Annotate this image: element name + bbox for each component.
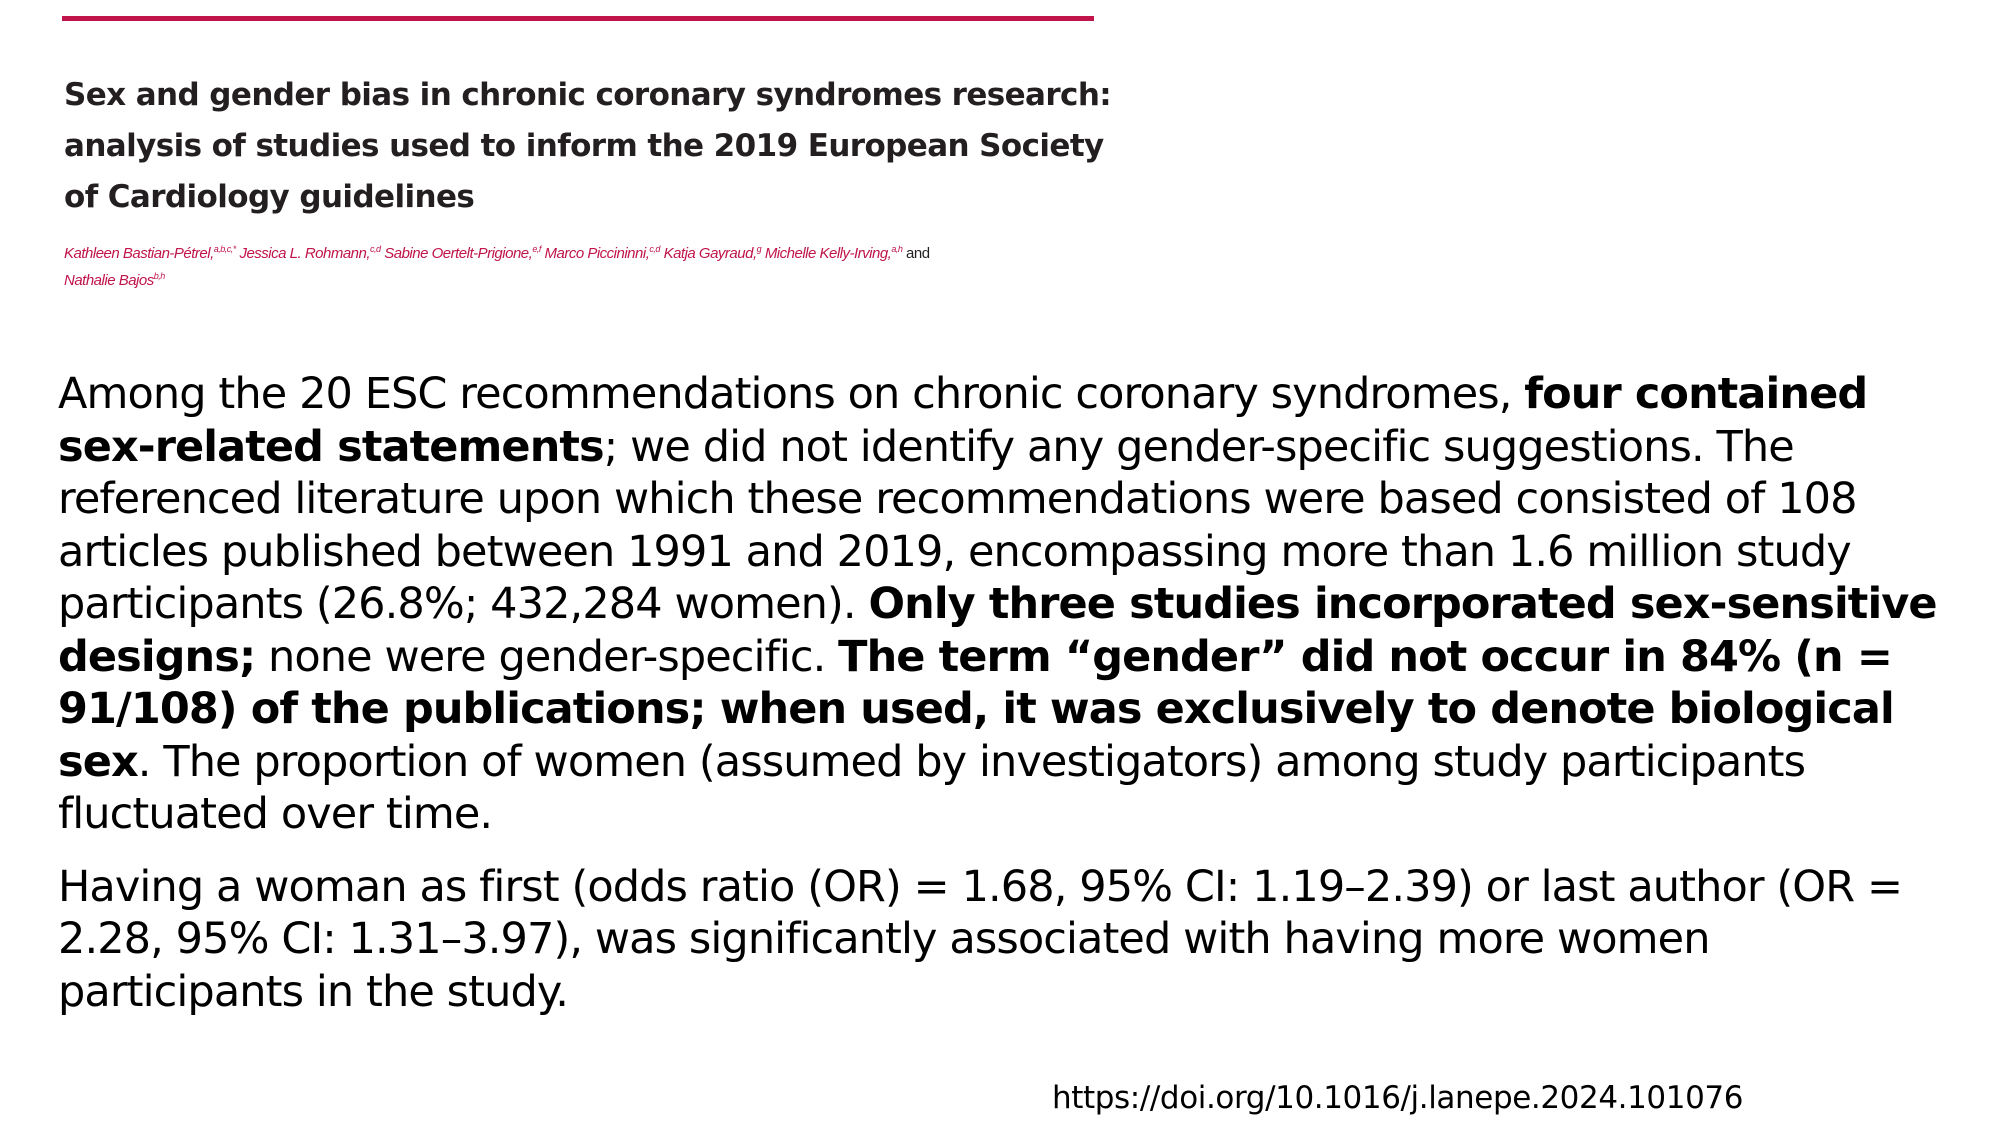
- author-affiliation: a,h: [891, 244, 903, 254]
- author-name: Katja Gayraud,: [663, 245, 757, 262]
- summary-segment: Among the 20 ESC recommendations on chronic coronary syndromes,: [58, 369, 1525, 419]
- summary-paragraph-1: [58, 368, 1958, 841]
- summary-highlight: four contained sex-related statements: [58, 369, 1868, 472]
- author-name: Nathalie Bajos: [64, 272, 154, 289]
- summary-text: [58, 368, 1958, 1018]
- summary-highlight: Only three studies incorporated sex-sensitive designs;: [58, 579, 1937, 682]
- summary-segment: ; we did not identify any gender-specific suggestions. The referenced literature upon which these recommendations were based consisted of 108 articles published between 1991 and 2019, encompassing more than 1.6 million study participants (26.8%; 432,284 women).: [58, 421, 1857, 629]
- author-list: [64, 240, 1094, 294]
- paper-title-line-2: analysis of studies used to inform the 2019 European Society: [64, 128, 1104, 164]
- paper-title: [64, 70, 1114, 223]
- author-affiliation: c,d: [370, 244, 381, 254]
- author-name: Marco Piccininni,: [544, 245, 650, 262]
- author-affiliation: b,h: [153, 271, 165, 281]
- author-affiliation: a,b,c,*: [213, 244, 236, 254]
- author-name: Kathleen Bastian-Pétrel,: [64, 245, 214, 262]
- author-affiliation: e,f: [532, 244, 541, 254]
- author-affiliation: g: [756, 244, 762, 254]
- doi-link[interactable]: https://doi.org/10.1016/j.lanepe.2024.101076: [1052, 1080, 1744, 1116]
- summary-segment: none were gender-specific.: [255, 631, 839, 682]
- paper-title-line-3: of Cardiology guidelines: [64, 179, 475, 215]
- author-name: Jessica L. Rohmann,: [239, 245, 371, 262]
- summary-paragraph-2: Having a woman as first (odds ratio (OR) = 1.68, 95% CI: 1.19–2.39) or last author (OR = 2.28, 95% CI: 1.31–3.97), was significantly associated with having more women participants in the study.: [58, 861, 1903, 1017]
- author-conjunction: and: [906, 245, 930, 262]
- header-rule: [62, 16, 1094, 21]
- summary-highlight: The term “gender” did not occur in 84% (n = 91/108) of the publications; when used, it was exclusively to denote biological sex: [58, 631, 1894, 787]
- author-name: Michelle Kelly-Irving,: [764, 245, 892, 262]
- author-name: Sabine Oertelt-Prigione,: [384, 245, 533, 262]
- author-affiliation: c,d: [649, 244, 660, 254]
- summary-segment: . The proportion of women (assumed by investigators) among study participants fluctuated over time.: [58, 736, 1806, 839]
- paper-title-line-1: Sex and gender bias in chronic coronary syndromes research:: [64, 77, 1112, 113]
